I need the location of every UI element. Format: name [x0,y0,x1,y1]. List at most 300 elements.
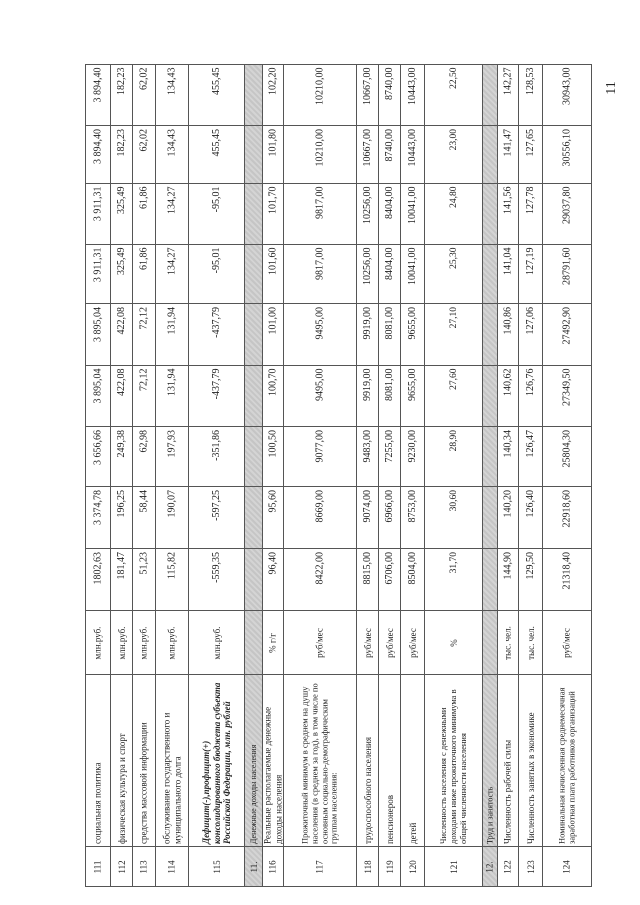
table-cell-row-number [518,846,543,887]
table-cell-value [188,548,245,611]
table-cell-value [356,125,379,184]
page-number: 11 [604,81,619,95]
table-cell-value-text: 182,23 [115,128,127,156]
table-cell-value [262,303,284,366]
table-cell-value-text: 102,20 [267,67,279,95]
table-cell-row-number [497,846,519,887]
table-cell-value [132,125,156,184]
table-cell-value-text: 142,27 [502,67,514,95]
table-cell-value [110,426,133,487]
table-cell-unit [244,610,263,675]
table-cell-value-text [484,127,497,183]
table-cell-value [518,183,543,245]
table-cell-value-text [246,367,262,426]
table-cell-value-text: 27492,90 [561,306,573,344]
table-cell-value-text: 3 895,04 [92,368,104,404]
table-cell-value-text: 9074,00 [361,489,373,522]
table-cell-value-text: 22918,60 [561,489,573,527]
table-cell-value-text: 27,10 [448,306,459,328]
table-cell-unit-text: тыс. чел. [502,625,513,660]
table-cell-name-text: детей [407,822,418,844]
table-cell-value-text: 25,30 [448,247,459,269]
table-cell-value-text: 134,27 [166,247,178,275]
table-cell-value-text: 101,60 [267,247,279,275]
table-cell-name [283,674,357,847]
table-cell-value [356,548,379,611]
table-cell-value-text: 3 894,40 [92,128,104,164]
table-cell-value [518,303,543,366]
table-cell-value [132,64,156,126]
table-cell-value [356,426,379,487]
table-cell-value [542,486,592,549]
table-cell-value-text: 126,40 [524,489,536,517]
table-cell-value [518,548,543,611]
table-cell-value [155,426,189,487]
table-cell-value [356,365,379,427]
table-cell-value-text: 455,45 [210,128,222,156]
table-cell-value [424,303,483,366]
table-cell-unit [283,610,357,675]
table-cell-row-number-text: 112 [116,859,127,874]
table-cell-value-text: 9817,00 [314,186,326,219]
table-cell-unit [424,610,483,675]
table-cell-value [110,183,133,245]
table-cell-value-text: 6706,00 [383,551,395,584]
table-cell-value-text: 3 911,31 [92,247,104,283]
table-cell-unit-text: млн.руб. [211,626,222,659]
table-cell-row-number [85,846,111,887]
table-cell-value [262,365,284,427]
table-cell-unit [482,610,498,675]
table-cell-row-number-text: 121 [448,859,459,874]
table-cell-value [497,486,519,549]
table-cell-value-text: 141,04 [502,247,514,275]
table-cell-value-text: 8753,00 [406,489,418,522]
table-cell-value-text: 126,47 [524,429,536,457]
table-cell-value-text: 6966,00 [383,489,395,522]
table-cell-value [283,244,357,304]
table-cell-name [497,674,519,847]
table-cell-value [85,426,111,487]
table-cell-value-text: 3 911,31 [92,186,104,222]
table-cell-value-text: 325,49 [115,247,127,275]
table-cell-value-text: 134,43 [166,67,178,95]
table-cell-value-text: 9919,00 [361,306,373,339]
table-cell-value-text [246,127,262,183]
table-cell-value [155,303,189,366]
table-cell-value-text: 58,44 [138,489,150,512]
table-cell-value [283,365,357,427]
table-cell-value-text [246,305,262,365]
table-cell-unit-text: руб/мес [384,627,395,658]
table-cell-value-text: 24,80 [448,186,459,208]
table-cell-value-text: 10667,00 [361,67,373,105]
table-cell-value-text: 140,86 [502,306,514,334]
table-cell-name-text: Дефицит(-),профицит(+) консолидированного бюджета субъекта Российской Федерации, млн. рублей [200,682,232,844]
table-cell-value [132,303,156,366]
table-cell-value-text: 72,12 [138,368,150,391]
table-cell-value-text [484,66,497,125]
table-cell-unit-text: руб/мес [314,627,325,658]
table-cell-value-text: 62,98 [138,429,150,452]
table-cell-value-text: -437,79 [210,368,222,400]
table-cell-value [424,125,483,184]
table-cell-value-text: 9655,00 [406,368,418,401]
table-cell-value [378,125,401,184]
table-cell-value [356,64,379,126]
table-cell-value-text: 9817,00 [314,247,326,280]
table-cell-value [482,548,498,611]
table-cell-value [378,303,401,366]
table-cell-value-text: 9230,00 [406,429,418,462]
table-cell-value [424,486,483,549]
table-cell-value [542,548,592,611]
table-cell-value-text: 3 895,04 [92,306,104,342]
table-cell-name [400,674,425,847]
table-cell-value-text: 8669,00 [314,489,326,522]
table-cell-value [85,244,111,304]
table-cell-row-number-text: 119 [384,859,395,874]
table-cell-value [378,244,401,304]
table-cell-value [424,426,483,487]
table-cell-value [262,244,284,304]
table-cell-value-text: 127,19 [524,247,536,275]
table-cell-value-text: 8740,00 [383,67,395,100]
table-cell-unit-text: руб/мес [407,627,418,658]
table-cell-value-text: 29037,80 [561,186,573,224]
table-cell-value-text: 126,76 [524,368,536,396]
table-cell-value-text: -95,01 [210,247,222,274]
table-cell-value [400,64,425,126]
table-cell-value [244,548,263,611]
table-cell-value-text: 100,70 [267,368,279,396]
table-cell-row-number [188,846,245,887]
table-cell-value-text: 62,02 [138,128,150,151]
table-cell-row-number [110,846,133,887]
table-cell-value-text: 28,90 [448,429,459,451]
table-cell-value-text: 27349,50 [561,368,573,406]
table-cell-value-text: 10041,00 [406,247,418,285]
table-cell-value-text: 144,90 [502,551,514,579]
table-cell-value-text: -559,35 [210,551,222,583]
table-cell-value [110,303,133,366]
table-cell-value-text [246,246,262,303]
table-cell-value-text: 10667,00 [361,128,373,166]
table-cell-name [378,674,401,847]
table-cell-value [262,426,284,487]
table-cell-value-text: 8740,00 [383,128,395,161]
table-cell-value [155,244,189,304]
table-cell-value [188,426,245,487]
table-cell-value [400,303,425,366]
table-cell-value [378,426,401,487]
table-cell-name-text: обслуживание государственного и муниципального долга [161,712,182,844]
table-cell-unit [188,610,245,675]
table-cell-value [283,303,357,366]
table-cell-name [482,674,498,847]
table-cell-value-text: 134,43 [166,128,178,156]
table-cell-value-text: 22,50 [448,67,459,89]
table-cell-unit-text [246,612,262,674]
table-cell-value-text: 325,49 [115,186,127,214]
table-cell-value-text: 134,27 [166,186,178,214]
table-cell-value-text: 10041,00 [406,186,418,224]
table-cell-value-text: 8404,00 [383,186,395,219]
table-cell-value-text: 131,94 [166,306,178,334]
table-cell-value [155,125,189,184]
table-cell-row-number [400,846,425,887]
table-cell-row-number [283,846,357,887]
table-cell-unit [378,610,401,675]
table-cell-value [482,64,498,126]
table-cell-value-text: 31,70 [448,551,459,573]
table-cell-unit [85,610,111,675]
table-cell-value [356,183,379,245]
table-cell-name [110,674,133,847]
table-cell-value [155,365,189,427]
table-cell-value-text: 8815,00 [361,551,373,584]
table-cell-unit-text: % г/г [267,632,278,653]
table-cell-name [356,674,379,847]
table-cell-value [542,365,592,427]
table-cell-value [155,183,189,245]
table-cell-value [497,548,519,611]
table-cell-value [110,125,133,184]
table-cell-unit [400,610,425,675]
table-cell-row-number [542,846,592,887]
table-cell-value-text: 9655,00 [406,306,418,339]
table-cell-value-text: 8081,00 [383,368,395,401]
table-cell-value-text: 8081,00 [383,306,395,339]
table-cell-value [110,64,133,126]
table-cell-value-text: 140,20 [502,489,514,517]
table-cell-value-text: -351,86 [210,429,222,461]
table-cell-name-text: Прожиточный минимум в среднем на душу населения (в среднем за год), в том числе по основным социально-демографическим группам населения: [299,682,339,844]
table-cell-value-text: 30,60 [448,489,459,511]
table-cell-name-text: трудоспособного населения [362,736,373,844]
table-cell-value [400,548,425,611]
table-cell-value-text: 28791,60 [561,247,573,285]
table-cell-name [132,674,156,847]
table-cell-row-number [244,846,263,887]
table-cell-value [482,303,498,366]
table-cell-value [518,426,543,487]
table-cell-row-number-text: 123 [525,859,536,874]
table-cell-value-text: -95,01 [210,186,222,213]
table-cell-value [155,64,189,126]
table-cell-value-text: 72,12 [138,306,150,329]
table-cell-value [378,365,401,427]
table-cell-name-text: физическая культура и спорт [116,732,127,844]
table-cell-row-number-text: 118 [362,859,373,874]
table-cell-value [482,486,498,549]
table-cell-row-number [262,846,284,887]
table-cell-value-text: 140,34 [502,429,514,457]
table-cell-value-text: 10210,00 [314,128,326,166]
table-cell-value [110,365,133,427]
table-cell-value [262,125,284,184]
table-cell-name [424,674,483,847]
table-cell-unit [110,610,133,675]
table-cell-value [424,64,483,126]
table-cell-value [356,303,379,366]
table-cell-row-number [356,846,379,887]
table-cell-value [244,183,263,245]
table-cell-value-text: 140,62 [502,368,514,396]
table-cell-name-text: Численность населения с денежными доходами ниже прожиточного минимума в общей численности населения [437,688,468,844]
table-cell-row-number [155,846,189,887]
table-cell-value [542,125,592,184]
table-cell-value [262,183,284,245]
table-cell-row-number [378,846,401,887]
table-cell-value [155,548,189,611]
table-cell-value-text: 30943,00 [561,67,573,105]
table-cell-value-text: 196,25 [115,489,127,517]
table-cell-value-text: 10443,00 [406,128,418,166]
table-cell-value [132,548,156,611]
table-cell-value-text: 30556,10 [561,128,573,166]
table-cell-unit [356,610,379,675]
table-cell-value-text: 249,38 [115,429,127,457]
table-cell-value [518,486,543,549]
table-cell-name-text: Денежные доходы населения [248,744,258,844]
table-cell-value-text: 21318,40 [561,551,573,589]
table-cell-value [518,244,543,304]
table-cell-value-text: 8422,00 [314,551,326,584]
table-cell-value-text: 9077,00 [314,429,326,462]
table-cell-value-text: 101,70 [267,186,279,214]
table-cell-value [378,548,401,611]
table-cell-name-text: Численность рабочей силы [502,739,513,844]
table-cell-name [188,674,245,847]
table-cell-value-text [246,66,262,125]
table-cell-value [283,548,357,611]
table-cell-row-number-text: 116 [267,859,278,874]
table-cell-name [85,674,111,847]
table-cell-value-text: 96,40 [267,551,279,574]
table-cell-value [283,426,357,487]
table-cell-value [132,183,156,245]
table-cell-value-text [246,488,262,548]
table-cell-name-text: средства массовой информации [138,721,149,844]
table-cell-value [356,244,379,304]
table-cell-row-number-text: 115 [211,859,222,874]
table-cell-value-text: 128,53 [524,67,536,95]
table-cell-value-text: 101,80 [267,128,279,156]
table-cell-unit-text: тыс. чел. [525,625,536,660]
table-cell-value [188,64,245,126]
table-cell-unit-text [484,612,497,674]
table-cell-value-text: 131,94 [166,368,178,396]
table-cell-row-number-text: 122 [502,859,513,874]
table-cell-value [244,486,263,549]
table-cell-value-text: 23,00 [448,128,459,150]
table-cell-value [283,486,357,549]
table-cell-unit-text: млн.руб. [138,626,149,659]
table-cell-name [542,674,592,847]
table-cell-value-text: 9483,00 [361,429,373,462]
table-cell-name [262,674,284,847]
table-cell-unit-text: руб/мес [561,627,572,658]
table-cell-value-text: -597,25 [210,489,222,521]
table-cell-row-number-text: 12. [484,860,495,873]
table-cell-value-text [484,428,497,486]
table-cell-value-text: 7255,00 [383,429,395,462]
table-cell-value-text [484,246,497,303]
table-cell-value [132,244,156,304]
table-cell-row-number [424,846,483,887]
table-cell-value [85,548,111,611]
table-cell-value-text: 127,65 [524,128,536,156]
table-cell-value [378,64,401,126]
table-cell-row-number-text: 124 [561,859,572,874]
table-cell-value [378,183,401,245]
table-cell-value [110,486,133,549]
table-cell-row-number-text: 113 [138,859,149,874]
table-cell-unit [542,610,592,675]
table-cell-row-number-text: 120 [407,859,418,874]
table-cell-value [132,486,156,549]
table-cell-value [244,303,263,366]
table-cell-value [482,426,498,487]
table-cell-value [244,244,263,304]
table-cell-value-text: 51,23 [138,551,150,574]
table-cell-value-text: 422,08 [115,368,127,396]
table-cell-value [188,183,245,245]
table-cell-value [542,426,592,487]
table-cell-value [497,426,519,487]
table-cell-value-text: 129,50 [524,551,536,579]
table-cell-unit-text: млн.руб. [92,626,103,659]
table-cell-name-text: Численность занятых в экономике [525,711,536,844]
table-cell-name [244,674,263,847]
table-cell-value [283,183,357,245]
table-cell-value-text: 100,50 [267,429,279,457]
table-cell-name-text: Труд и занятость [485,786,495,844]
table-cell-row-number-text: 11. [248,861,259,872]
table-cell-value [85,365,111,427]
table-cell-unit [155,610,189,675]
table-cell-value-text [246,550,262,610]
table-cell-value-text: 10210,00 [314,67,326,105]
table-cell-value-text: 141,56 [502,186,514,214]
table-cell-value-text: -437,79 [210,306,222,338]
table-cell-value-text: 3 374,78 [92,489,104,525]
table-cell-value-text: 10256,00 [361,247,373,285]
table-cell-value [424,365,483,427]
table-cell-value-text: 8404,00 [383,247,395,280]
table-cell-value-text: 101,00 [267,306,279,334]
table-cell-value [110,548,133,611]
table-cell-value [378,486,401,549]
table-cell-row-number-text: 117 [314,859,325,874]
table-cell-value-text [484,305,497,365]
table-cell-value-text: 9495,00 [314,368,326,401]
table-cell-row-number-text: 111 [92,860,103,873]
table-cell-value-text: 61,86 [138,247,150,270]
table-cell-value-text: 182,23 [115,67,127,95]
table-cell-value [155,486,189,549]
table-cell-value [85,183,111,245]
table-cell-value [518,365,543,427]
table-cell-unit-text: млн.руб. [166,626,177,659]
table-cell-value [497,303,519,366]
table-cell-value [518,64,543,126]
table-cell-unit-text: млн.руб. [116,626,127,659]
table-cell-unit-text: % [448,638,459,647]
table-cell-value [497,64,519,126]
table-cell-value [542,303,592,366]
